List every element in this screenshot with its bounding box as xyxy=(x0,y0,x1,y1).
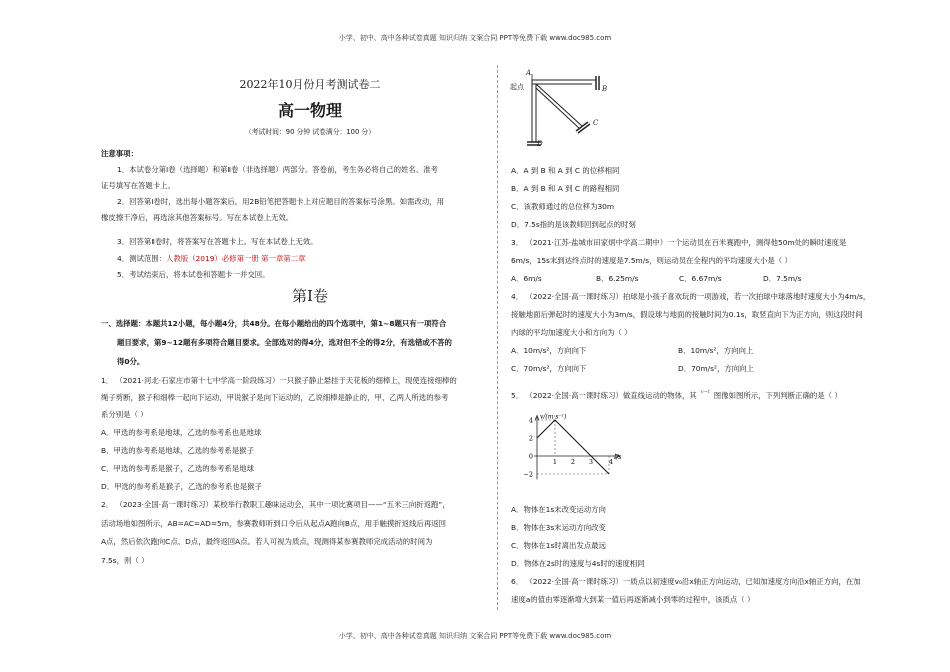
q3-option-a[interactable]: A．6m/s xyxy=(511,274,542,283)
q5-option-b[interactable]: B．物体在3s末运动方向改变 xyxy=(511,523,606,532)
q4-option-a[interactable]: A．10m/s²，方向向下 xyxy=(511,346,587,355)
note-line: 1．本试卷分第Ⅰ卷（选择题）和第Ⅱ卷（非选择题）两部分。答卷前，考生务必将自己的姓名、准考 xyxy=(117,165,438,174)
question-2-text: 7.5s，则（ ） xyxy=(101,556,149,565)
question-4-text: 4． （2022·全国·高一课时练习）拍球是小孩子喜欢玩的一项游戏，若一次拍球中球落地时速度大小为4m/s， xyxy=(511,292,871,301)
q2-option-d[interactable]: D．7.5s指的是该教师回到起点的时刻 xyxy=(511,220,636,229)
q3-option-d[interactable]: D．7.5m/s xyxy=(763,274,802,283)
section-intro: 题目要求，第9~12题有多项符合题目要求。全部选对的得4分，选对但不全的得2分，有选错或不答的 xyxy=(117,338,452,347)
y-axis-label: v/(m·s⁻¹) xyxy=(540,413,567,421)
x-tick-label: 4 xyxy=(608,458,614,466)
question-6-text: 速度a的值由零逐渐增大到某一值后再逐渐减小到零的过程中，该质点（ ） xyxy=(511,595,755,604)
notes-title: 注意事项： xyxy=(101,149,138,158)
figure-label-b: B xyxy=(602,85,608,93)
q2-option-a[interactable]: A．A 到 B 和 A 到 C 的位移相同 xyxy=(511,166,620,175)
question-5-text xyxy=(511,387,842,401)
x-axis-label: t/s xyxy=(614,454,622,461)
y-tick-label: 4 xyxy=(528,416,533,425)
note-line: 5．考试结束后，将本试卷和答题卡一并交回。 xyxy=(117,270,270,279)
q1-option-c[interactable]: C．甲选的参考系是猴子，乙选的参考系是地球 xyxy=(101,464,254,473)
question-2-text: 2． （2023·全国·高一课时练习）某校举行教职工趣味运动会，其中一项比赛项目——“五米三向折返跑”， xyxy=(101,500,450,509)
section-title: 第Ⅰ卷 xyxy=(292,287,328,305)
page-header: 小学、初中、高中各种试卷真题 知识归纳 文案合同 PPT等免费下载 www.doc985.com xyxy=(338,34,612,42)
section-intro: 得0分。 xyxy=(117,357,145,366)
q5-text-start: 5． （2022·全国·高一课时练习）做直线运动的物体，其 xyxy=(511,391,697,400)
x-tick-label: 3 xyxy=(588,458,594,466)
column-divider xyxy=(497,65,498,610)
question-2-text: A点，然后依次跑向C点、D点，最终返回A点。若人可视为质点，现测得某参赛教师完成活动的时间为 xyxy=(101,537,433,546)
exam-meta: （考试时间：90 分钟 试卷满分：100 分） xyxy=(244,128,376,136)
q2-option-b[interactable]: B．A 到 B 和 A 到 C 的路程相同 xyxy=(511,184,620,193)
figure-label-c: C xyxy=(593,119,599,127)
figure-label-start: 起点 xyxy=(510,83,524,91)
y-tick-label: 2 xyxy=(528,434,533,443)
vt-graph xyxy=(509,404,622,484)
q4-option-b[interactable]: B．10m/s²，方向向上 xyxy=(678,346,754,355)
q5-vt-label: v−t xyxy=(700,389,710,395)
y-tick-label: −2 xyxy=(523,470,533,479)
q1-option-d[interactable]: D．甲选的参考系是猴子，乙选的参考系也是猴子 xyxy=(101,482,262,491)
question-3-text: 6m/s，15s末到达终点时的速度是7.5m/s，则运动员在全程内的平均速度大小是（ ） xyxy=(511,256,792,265)
note-line: 橡皮擦干净后，再选涂其他答案标号。写在本试卷上无效。 xyxy=(101,213,294,222)
x-tick-label: 1 xyxy=(552,458,558,466)
q3-option-c[interactable]: C．6.67m/s xyxy=(679,274,722,283)
exam-title: 2022年10月份月考测试卷二 xyxy=(239,78,381,91)
note-line: 证号填写在答题卡上。 xyxy=(101,181,175,190)
q5-text-end: 图像如图所示，下列判断正确的是（ ） xyxy=(713,391,842,400)
q5-option-d[interactable]: D．物体在2s时的速度与4s时的速度相同 xyxy=(511,559,645,568)
note-scope xyxy=(117,253,305,264)
note-line: 3．回答第Ⅱ卷时，将答案写在答题卡上。写在本试卷上无效。 xyxy=(117,237,318,246)
q5-option-c[interactable]: C．物体在1s时离出发点最远 xyxy=(511,541,607,550)
question-4-text: 接触地面后弹起时的速度大小为3m/s，假设球与地面的接触时间为0.1s，取竖直向下为正方向，则这段时间 xyxy=(511,310,863,319)
question-1-text: 1． （2021·河北·石家庄市第十七中学高一阶段练习）一只猴子静止悬挂于天花板的细棒上，现使连接细棒的 xyxy=(101,376,457,385)
q3-option-b[interactable]: B．6.25m/s xyxy=(596,274,639,283)
q5-option-a[interactable]: A．物体在1s末改变运动方向 xyxy=(511,505,606,514)
question-1-text: 绳子剪断，猴子和细棒一起向下运动，甲说猴子是向下运动的，乙说细棒是静止的，甲、乙两人所选的参考 xyxy=(101,393,449,402)
subject-title: 高一物理 xyxy=(277,101,342,120)
section-intro: 一、选择题：本题共12小题，每小题4分，共48分。在每小题给出的四个选项中，第1~8题只有一项符合 xyxy=(101,319,447,328)
note-scope-label: 4．测试范围： xyxy=(117,254,167,263)
x-tick-label: 2 xyxy=(570,458,576,466)
figure-label-a: A xyxy=(526,69,532,77)
question-6-text: 6． （2022·全国·高一课时练习）一质点以初速度v₀沿x轴正方向运动，已知加速度方向沿x轴正方向，在加 xyxy=(511,577,861,586)
q4-option-c[interactable]: C．70m/s²，方向向下 xyxy=(511,364,587,373)
shuttle-run-figure xyxy=(508,70,618,152)
question-1-text: 系分别是（ ） xyxy=(101,410,148,419)
question-3-text: 3． （2021·江苏·盐城市田家炳中学高二期中）一个运动员在百米赛跑中，测得他50m处的瞬时速度是 xyxy=(511,238,847,247)
note-line: 2．回答第Ⅰ卷时，选出每小题答案后，用2B铅笔把答题卡上对应题目的答案标号涂黑。如需改动，用 xyxy=(117,197,445,206)
y-tick-label: 0 xyxy=(528,452,533,461)
q1-option-b[interactable]: B．甲选的参考系是地球，乙选的参考系是猴子 xyxy=(101,446,254,455)
question-4-text: 内球的平均加速度大小和方向为（ ） xyxy=(511,328,632,337)
q2-option-c[interactable]: C．该教师通过的总位移为30m xyxy=(511,202,615,211)
page-footer: 小学、初中、高中各种试卷真题 知识归纳 文案合同 PPT等免费下载 www.doc985.com xyxy=(338,632,612,640)
q1-option-a[interactable]: A．甲选的参考系是地球，乙选的参考系也是地球 xyxy=(101,428,262,437)
figure-label-d: D xyxy=(537,140,543,148)
note-scope-value: 人教版（2019）必修第一册 第一章第二章 xyxy=(166,254,306,263)
q4-option-d[interactable]: D．70m/s²，方向向上 xyxy=(678,364,754,373)
question-2-text: 活动场地如图所示，AB=AC=AD=5m，参赛教师听到口令后从起点A跑向B点，用手触摸折返线后再返回 xyxy=(101,519,447,528)
